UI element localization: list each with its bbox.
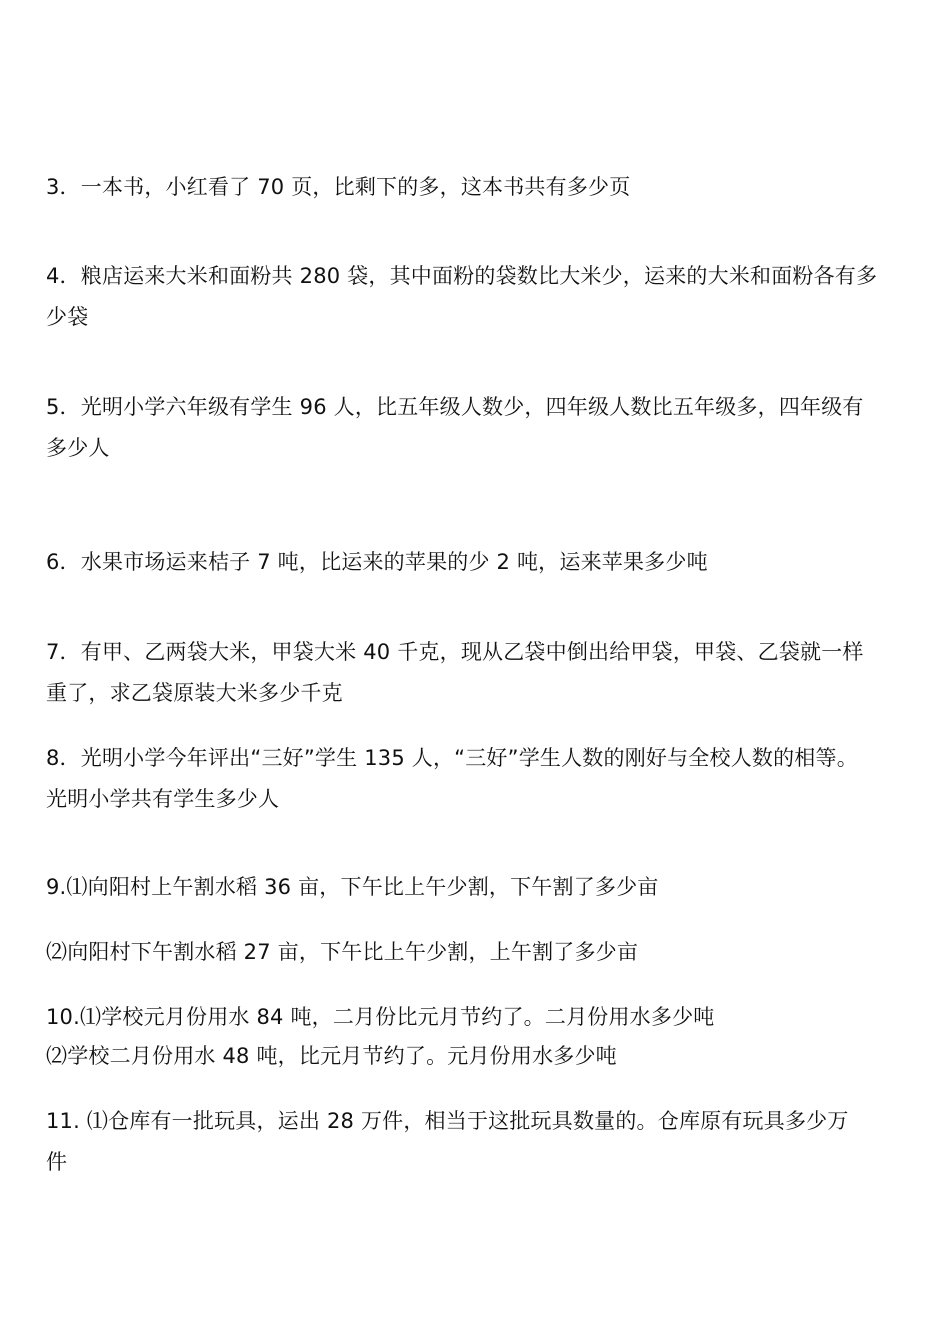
problem-text-line: ⑵向阳村下午割水稻 27 亩，下午比上午少割，上午割了多少亩 (46, 940, 639, 964)
problem-text-line: 4．粮店运来大米和面粉共 280 袋，其中面粉的袋数比大米少，运来的大米和面粉各有多 (46, 264, 878, 288)
problem-text-line: 3．一本书，小红看了 70 页，比剩下的多，这本书共有多少页 (46, 175, 631, 199)
problem-text-line: 件 (46, 1150, 68, 1174)
problem-text-line: 多少人 (46, 436, 110, 460)
problem-text-line: ⑵学校二月份用水 48 吨，比元月节约了。元月份用水多少吨 (46, 1044, 617, 1068)
problem-text-line: 少袋 (46, 305, 89, 329)
problem-text-line: 10.⑴学校元月份用水 84 吨，二月份比元月节约了。二月份用水多少吨 (46, 1005, 715, 1029)
problem-text-line: 7．有甲、乙两袋大米，甲袋大米 40 千克，现从乙袋中倒出给甲袋，甲袋、乙袋就一样 (46, 640, 864, 664)
problem-text-line: 11. ⑴仓库有一批玩具，运出 28 万件，相当于这批玩具数量的。仓库原有玩具多少万 (46, 1109, 849, 1133)
problem-text-line: 8．光明小学今年评出“三好”学生 135 人，“三好”学生人数的刚好与全校人数的相等。 (46, 746, 858, 770)
problem-text-line: 光明小学共有学生多少人 (46, 787, 280, 811)
problem-text-line: 9.⑴向阳村上午割水稻 36 亩，下午比上午少割，下午割了多少亩 (46, 875, 659, 899)
problem-text-line: 6．水果市场运来桔子 7 吨，比运来的苹果的少 2 吨，运来苹果多少吨 (46, 550, 708, 574)
problem-text-line: 重了，求乙袋原装大米多少千克 (46, 681, 343, 705)
problem-text-line: 5．光明小学六年级有学生 96 人，比五年级人数少，四年级人数比五年级多，四年级有 (46, 395, 864, 419)
